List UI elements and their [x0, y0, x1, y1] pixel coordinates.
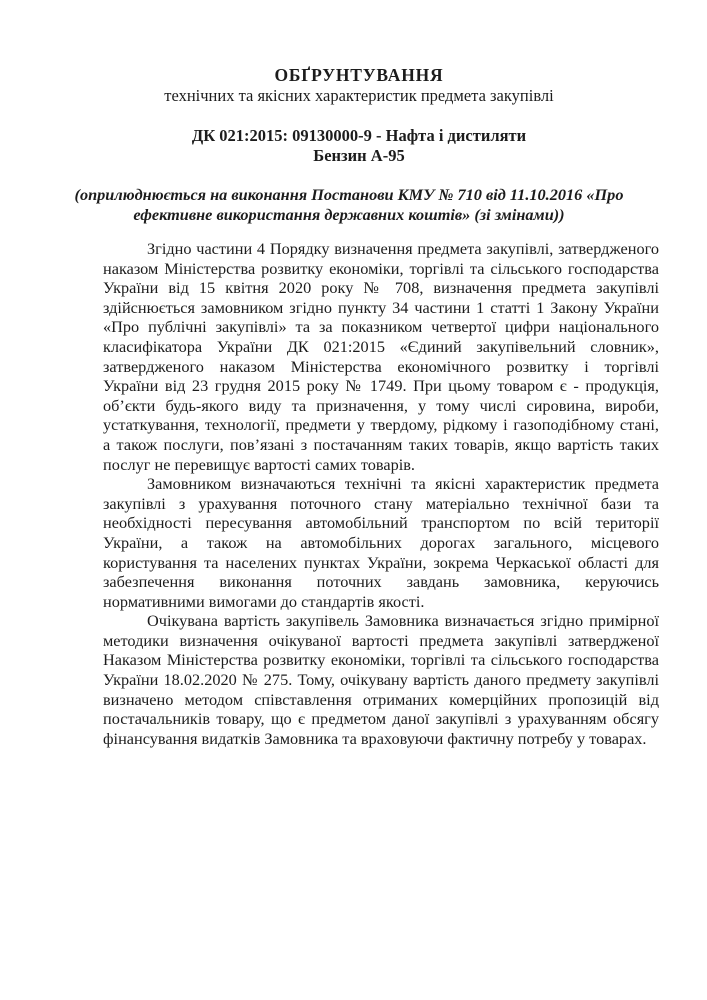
text-line: постачальників товару, що є предметом даної закупівлі з урахуванням обсягу [103, 709, 659, 729]
text-line: закупівлі з урахування поточного стану матеріально технічної бази та [103, 493, 659, 513]
disclosure-note-line: (оприлюднюється на виконання Постанови КМУ № 710 від 11.10.2016 «Про [74, 185, 624, 204]
text-line: методики визначення очікуваної вартості предмета закупівлі затвердженої [103, 630, 659, 650]
text-line: здійснюється замовником згідно пункту 34 частини 1 статті 1 Закону України [103, 297, 659, 317]
text-line: України 18.02.2020 № 275. Тому, очікувану вартість даного предмету закупівлі [103, 670, 659, 690]
text-line: об’єкти будь-якого виду та призначення, у тому числі сировина, вироби, [103, 395, 659, 415]
text-line: України від 15 квітня 2020 року № 708, визначення предмета закупівлі [103, 278, 659, 298]
text-line: забезпечення виконання поточних завдань замовника, керуючись [103, 572, 659, 592]
text-line: користування та населених пунктах України, зокрема Черкаської області для [103, 552, 659, 572]
disclosure-note-line: ефективне використання державних коштів» (зі змінами)) [133, 204, 565, 224]
text-line: Очікувана вартість закупівель Замовника визначається згідно примірної [147, 611, 659, 631]
text-line: необхідності пересування автомобільний транспортом по всій території [103, 513, 659, 533]
document-body [103, 239, 659, 748]
document-title: ОБҐРУНТУВАННЯ [274, 65, 444, 85]
document-header [60, 0, 658, 165]
procurement-code-block [60, 126, 658, 165]
text-line: Згідно частини 4 Порядку визначення предмета закупівлі, затвердженого [147, 239, 659, 258]
text-line: класифікатора України ДК 021:2015 «Єдиний закупівельний словник», [103, 336, 659, 356]
paragraph [103, 474, 659, 611]
text-line: «Про публічні закупівлі» та за показником четвертої цифри національного [103, 317, 659, 337]
text-line: а також послуги, пов’язані з постачанням таких товарів, якщо вартість таких [103, 434, 659, 454]
paragraph [103, 611, 659, 748]
text-line: затвердженого наказом Міністерства економічного розвитку і торгівлі [103, 356, 659, 376]
product-name-line: Бензин А-95 [313, 145, 405, 165]
text-line: Замовником визначаються технічні та якісні характеристик предмета [147, 474, 659, 494]
text-line: України, а також на автомобільних дорогах загального, місцевого [103, 532, 659, 552]
text-line: нормативними вимогами до стандартів якості. [103, 591, 425, 611]
text-line: наказом Міністерства розвитку економіки, торгівлі та сільського господарства [103, 258, 659, 278]
procurement-code-line: ДК 021:2015: 09130000-9 - Нафта і дистиляти [191, 126, 527, 145]
text-line: Наказом Міністерства розвитку економіки, торгівлі та сільського господарства [103, 650, 659, 670]
text-line: визначено методом співставлення отриманих комерційних пропозицій від [103, 689, 659, 709]
paragraph [103, 239, 659, 474]
text-line: послуг не перевищує вартості самих товарів. [103, 454, 415, 474]
text-line: фінансування видатків Замовника та враховуючи фактичну потребу у товарах. [103, 728, 647, 748]
text-line: устаткування, технології, предмети у твердому, рідкому і газоподібному стані, [103, 415, 659, 435]
text-line: України від 23 грудня 2015 року № 1749. При цьому товаром є - продукція, [103, 376, 659, 396]
disclosure-note [60, 185, 638, 224]
document-subtitle: технічних та якісних характеристик предмета закупівлі [164, 86, 554, 105]
